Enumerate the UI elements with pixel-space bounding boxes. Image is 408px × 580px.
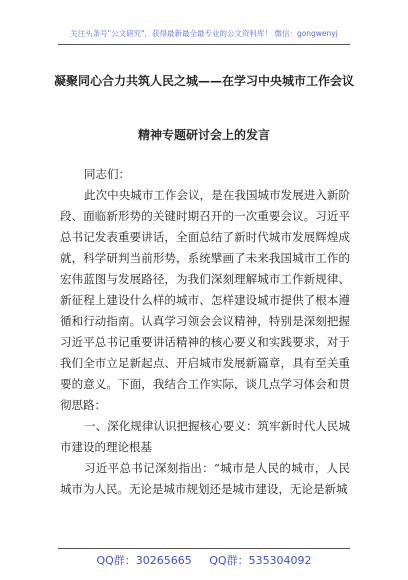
section-heading-1: 一、深化规律认识把握核心要义：筑牢新时代人民城市建设的理论根基 (60, 419, 350, 454)
footer (0, 552, 408, 568)
document-subtitle: 精神专题研讨会上的发言 (137, 128, 270, 142)
salutation: 同志们： (84, 167, 130, 181)
header-banner: 关注头条号"公文研究"，获得最新最全最专业的公文资料库！ 微信：gongwenyj (70, 29, 338, 38)
footer-divider (58, 548, 350, 549)
document-body (60, 164, 350, 500)
footer-qq-group-2: QQ群：535304092 (209, 554, 312, 567)
document-title: 凝聚同心合力共筑人民之城——在学习中央城市工作会议 (53, 74, 354, 88)
paragraph-intro: 此次中央城市工作会议，是在我国城市发展进入新阶段、面临新形势的关键时期召开的一次重要会议。习近平总书记发表重要讲话，全面总结了新时代城市发展辉煌成就，科学研判当前形势，系统擘画了未来我国城市工作的宏伟蓝图与发展路径，为我们深刻理解城市工作新规律、新征程上建设什么样的城市、怎样建设城市提供了根本遵循和行动指南。认真学习领会会议精神，特别是深刻把握习近平总书记重要讲话精神的核心要义和实践要求，对于我们全市立足新起点、开启城市发展新篇章，具有至关重要的意义。下面，我结合工作实际，谈几点学习体会和贯彻思路： (60, 188, 350, 412)
paragraph-quote: 习近平总书记深刻指出：“城市是人民的城市，人民城市为人民。无论是城市规划还是城市建设，无论是新城 (60, 461, 350, 496)
header-divider (58, 44, 350, 45)
footer-qq-group-1: QQ群：30265665 (96, 554, 192, 567)
